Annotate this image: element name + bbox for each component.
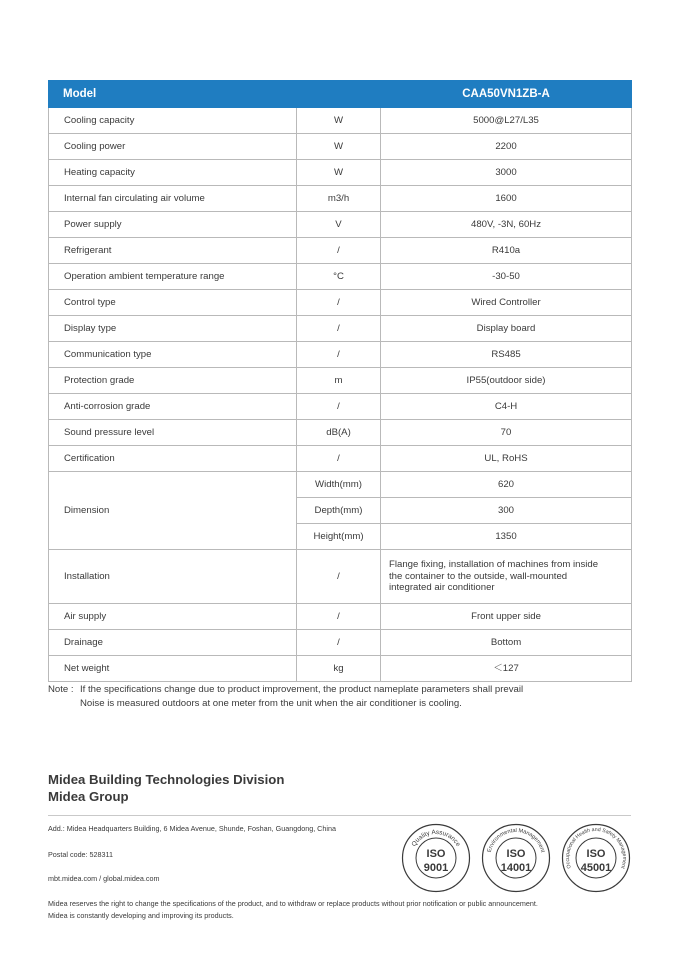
footer-divider bbox=[48, 815, 631, 816]
row-label: Communication type bbox=[49, 342, 297, 368]
width-value: 620 bbox=[381, 472, 632, 498]
installation-unit: / bbox=[297, 550, 381, 604]
row-value: RS485 bbox=[381, 342, 632, 368]
row-label: Protection grade bbox=[49, 368, 297, 394]
row-unit: °C bbox=[297, 264, 381, 290]
row-label: Cooling power bbox=[49, 134, 297, 160]
note-line: If the specifications change due to product improvement, the product nameplate parameters shall prevail bbox=[80, 684, 524, 695]
row-value: C4-H bbox=[381, 394, 632, 420]
table-row bbox=[49, 238, 632, 264]
row-label: Anti-corrosion grade bbox=[49, 394, 297, 420]
row-label: Internal fan circulating air volume bbox=[49, 186, 297, 212]
row-label: Certification bbox=[49, 446, 297, 472]
table-row bbox=[49, 342, 632, 368]
row-label: Drainage bbox=[49, 630, 297, 656]
row-unit: / bbox=[297, 394, 381, 420]
svg-text:Quality Assurance bbox=[411, 829, 462, 848]
depth-value: 300 bbox=[381, 498, 632, 524]
row-label: Sound pressure level bbox=[49, 420, 297, 446]
table-row-installation bbox=[49, 550, 632, 604]
table-row bbox=[49, 264, 632, 290]
iso-label: ISO bbox=[586, 848, 606, 860]
row-label: Net weight bbox=[49, 656, 297, 682]
row-unit: m3/h bbox=[297, 186, 381, 212]
row-unit: W bbox=[297, 108, 381, 134]
model-header: Model bbox=[49, 81, 381, 108]
table-row bbox=[49, 630, 632, 656]
row-label: Refrigerant bbox=[49, 238, 297, 264]
spec-table bbox=[48, 80, 632, 682]
row-label: Power supply bbox=[49, 212, 297, 238]
table-header-row bbox=[49, 81, 632, 108]
iso-9001-seal bbox=[401, 823, 471, 893]
row-unit: / bbox=[297, 604, 381, 630]
row-label: Air supply bbox=[49, 604, 297, 630]
row-value: Wired Controller bbox=[381, 290, 632, 316]
row-value: 480V, -3N, 60Hz bbox=[381, 212, 632, 238]
iso-45001-seal bbox=[561, 823, 631, 893]
table-row bbox=[49, 290, 632, 316]
row-value: Bottom bbox=[381, 630, 632, 656]
table-row-dimension bbox=[49, 472, 632, 498]
width-unit: Width(mm) bbox=[297, 472, 381, 498]
website-text[interactable]: mbt.midea.com / global.midea.com bbox=[48, 874, 160, 883]
installation-value bbox=[381, 550, 632, 604]
row-label: Display type bbox=[49, 316, 297, 342]
row-value: IP55(outdoor side) bbox=[381, 368, 632, 394]
table-row bbox=[49, 604, 632, 630]
row-value: Front upper side bbox=[381, 604, 632, 630]
table-row bbox=[49, 134, 632, 160]
iso-arc-text: Quality Assurance bbox=[410, 828, 462, 848]
table-row bbox=[49, 420, 632, 446]
disclaimer-text: Midea reserves the right to change the specifications of the product, and to withdraw or replace products without prior notification or public announcement. bbox=[48, 899, 538, 908]
row-unit: dB(A) bbox=[297, 420, 381, 446]
dimension-label: Dimension bbox=[49, 472, 297, 550]
row-unit: / bbox=[297, 342, 381, 368]
division-name: Midea Building Technologies Division bbox=[48, 772, 285, 787]
height-unit: Height(mm) bbox=[297, 524, 381, 550]
note-label: Note : bbox=[48, 684, 74, 695]
installation-label: Installation bbox=[49, 550, 297, 604]
disclaimer-text-2: Midea is constantly developing and improving its products. bbox=[48, 911, 234, 920]
row-unit: / bbox=[297, 290, 381, 316]
table-row bbox=[49, 316, 632, 342]
row-value: 1600 bbox=[381, 186, 632, 212]
installation-line: integrated air conditioner bbox=[389, 582, 495, 594]
iso-arc-text: Environmental Management bbox=[486, 827, 546, 854]
model-value-header: CAA50VN1ZB-A bbox=[381, 81, 632, 108]
postal-code-text: Postal code: 528311 bbox=[48, 850, 114, 859]
installation-line: Flange fixing, installation of machines from inside bbox=[389, 559, 599, 571]
row-unit: / bbox=[297, 238, 381, 264]
iso-label: ISO bbox=[426, 848, 446, 860]
installation-line: the container to the outside, wall-mounted bbox=[389, 570, 568, 582]
table-row bbox=[49, 160, 632, 186]
table-row bbox=[49, 186, 632, 212]
row-value: UL, RoHS bbox=[381, 446, 632, 472]
row-unit: / bbox=[297, 446, 381, 472]
row-label: Control type bbox=[49, 290, 297, 316]
row-value: 3000 bbox=[381, 160, 632, 186]
row-value: R410a bbox=[381, 238, 632, 264]
address-text: Add.: Midea Headquarters Building, 6 Midea Avenue, Shunde, Foshan, Guangdong, China bbox=[48, 824, 336, 833]
row-unit: V bbox=[297, 212, 381, 238]
table-row bbox=[49, 394, 632, 420]
iso-number: 14001 bbox=[500, 862, 532, 874]
iso-number: 9001 bbox=[423, 862, 449, 874]
row-value: ＜127 bbox=[381, 656, 632, 682]
row-label: Cooling capacity bbox=[49, 108, 297, 134]
group-name: Midea Group bbox=[48, 789, 129, 804]
table-row bbox=[49, 656, 632, 682]
company-block bbox=[48, 771, 284, 805]
row-value: 70 bbox=[381, 420, 632, 446]
row-value: 5000@L27/L35 bbox=[381, 108, 632, 134]
iso-arc-text: Occupational Health and Safety Management bbox=[564, 826, 628, 870]
row-value: Display board bbox=[381, 316, 632, 342]
iso-14001-seal bbox=[481, 823, 551, 893]
row-unit: kg bbox=[297, 656, 381, 682]
row-label: Operation ambient temperature range bbox=[49, 264, 297, 290]
row-unit: / bbox=[297, 630, 381, 656]
row-label: Heating capacity bbox=[49, 160, 297, 186]
row-unit: W bbox=[297, 134, 381, 160]
table-row bbox=[49, 446, 632, 472]
row-unit: W bbox=[297, 160, 381, 186]
table-row bbox=[49, 212, 632, 238]
row-unit: m bbox=[297, 368, 381, 394]
iso-number: 45001 bbox=[580, 862, 612, 874]
height-value: 1350 bbox=[381, 524, 632, 550]
row-unit: / bbox=[297, 316, 381, 342]
table-row bbox=[49, 368, 632, 394]
table-row bbox=[49, 108, 632, 134]
depth-unit: Depth(mm) bbox=[297, 498, 381, 524]
note-lines bbox=[80, 683, 640, 710]
iso-label: ISO bbox=[506, 848, 526, 860]
note-line: Noise is measured outdoors at one meter from the unit when the air conditioner is cooling. bbox=[80, 697, 462, 709]
row-value: 2200 bbox=[381, 134, 632, 160]
row-value: -30-50 bbox=[381, 264, 632, 290]
